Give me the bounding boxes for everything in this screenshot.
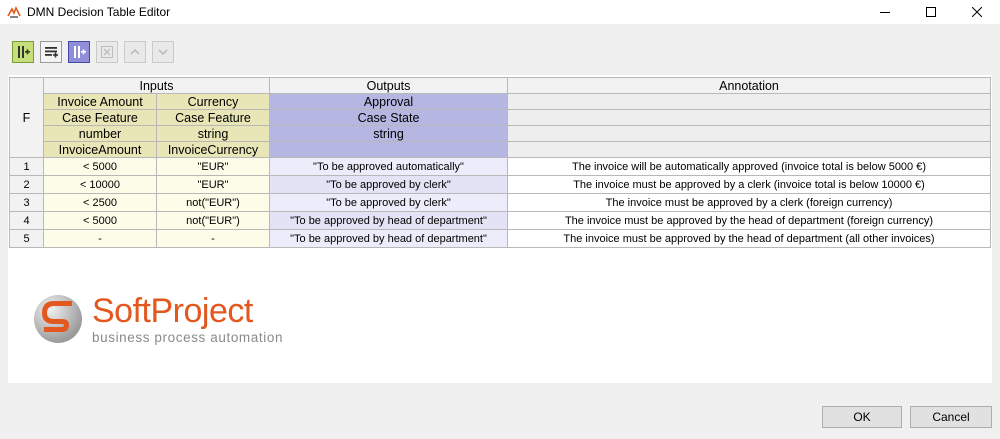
- softproject-logo-icon: [32, 293, 84, 345]
- add-input-column-icon: [16, 45, 30, 59]
- input-label-cell[interactable]: Currency: [157, 94, 270, 110]
- input-entry-cell[interactable]: < 10000: [44, 176, 157, 194]
- hit-policy-cell[interactable]: F: [10, 78, 44, 158]
- table-row[interactable]: [10, 158, 991, 176]
- input-label-cell[interactable]: Invoice Amount: [44, 94, 157, 110]
- output-type-cell[interactable]: string: [270, 126, 508, 142]
- close-icon: [972, 7, 982, 17]
- rule-number: 5: [10, 230, 44, 248]
- add-output-column-icon: [72, 45, 86, 59]
- output-entry-cell[interactable]: "To be approved by head of department": [270, 230, 508, 248]
- add-output-column-button[interactable]: [68, 41, 90, 63]
- rule-number: 3: [10, 194, 44, 212]
- ok-button[interactable]: OK: [822, 406, 902, 428]
- output-variable-cell[interactable]: [270, 142, 508, 158]
- output-kind-cell[interactable]: Case State: [270, 110, 508, 126]
- input-type-cell[interactable]: number: [44, 126, 157, 142]
- rule-number: 4: [10, 212, 44, 230]
- output-entry-cell[interactable]: "To be approved by head of department": [270, 212, 508, 230]
- maximize-icon: [926, 7, 936, 17]
- minimize-icon: [880, 7, 890, 17]
- input-entry-cell[interactable]: "EUR": [157, 176, 270, 194]
- annotation-cell[interactable]: The invoice will be automatically approved (invoice total is below 5000 €): [508, 158, 991, 176]
- input-entry-cell[interactable]: not("EUR"): [157, 194, 270, 212]
- add-rule-row-icon: [44, 45, 58, 59]
- minimize-button[interactable]: [862, 0, 908, 24]
- annotation-header-cell: [508, 142, 991, 158]
- app-icon: [7, 5, 21, 19]
- add-input-column-button[interactable]: [12, 41, 34, 63]
- input-entry-cell[interactable]: < 2500: [44, 194, 157, 212]
- input-entry-cell[interactable]: not("EUR"): [157, 212, 270, 230]
- input-type-cell[interactable]: string: [157, 126, 270, 142]
- inputs-group-header: Inputs: [44, 78, 270, 94]
- move-down-button[interactable]: [152, 41, 174, 63]
- annotation-cell[interactable]: The invoice must be approved by a clerk (invoice total is below 10000 €): [508, 176, 991, 194]
- add-rule-row-button[interactable]: [40, 41, 62, 63]
- delete-icon: [100, 45, 114, 59]
- outputs-group-header: Outputs: [270, 78, 508, 94]
- window-title: DMN Decision Table Editor: [27, 5, 171, 19]
- cancel-button[interactable]: Cancel: [910, 406, 992, 428]
- title-bar: [0, 0, 1000, 24]
- move-down-icon: [156, 45, 170, 59]
- output-label-cell[interactable]: Approval: [270, 94, 508, 110]
- close-button[interactable]: [954, 0, 1000, 24]
- softproject-logo: [32, 293, 283, 345]
- input-entry-cell[interactable]: < 5000: [44, 158, 157, 176]
- table-row[interactable]: [10, 212, 991, 230]
- toolbar: [12, 41, 174, 63]
- input-variable-cell[interactable]: InvoiceAmount: [44, 142, 157, 158]
- move-up-icon: [128, 45, 142, 59]
- input-entry-cell[interactable]: < 5000: [44, 212, 157, 230]
- maximize-button[interactable]: [908, 0, 954, 24]
- input-entry-cell[interactable]: -: [44, 230, 157, 248]
- annotation-group-header: Annotation: [508, 78, 991, 94]
- editor-panel: [8, 75, 992, 383]
- annotation-cell[interactable]: The invoice must be approved by a clerk (foreign currency): [508, 194, 991, 212]
- decision-table: [9, 77, 991, 248]
- annotation-header-cell: [508, 94, 991, 110]
- move-up-button[interactable]: [124, 41, 146, 63]
- input-variable-cell[interactable]: InvoiceCurrency: [157, 142, 270, 158]
- output-entry-cell[interactable]: "To be approved automatically": [270, 158, 508, 176]
- output-entry-cell[interactable]: "To be approved by clerk": [270, 176, 508, 194]
- table-row[interactable]: [10, 230, 991, 248]
- input-entry-cell[interactable]: -: [157, 230, 270, 248]
- output-entry-cell[interactable]: "To be approved by clerk": [270, 194, 508, 212]
- annotation-cell[interactable]: The invoice must be approved by the head of department (foreign currency): [508, 212, 991, 230]
- rule-number: 2: [10, 176, 44, 194]
- input-kind-cell[interactable]: Case Feature: [157, 110, 270, 126]
- rule-number: 1: [10, 158, 44, 176]
- logo-name: SoftProject: [92, 291, 253, 330]
- logo-tagline: business process automation: [92, 329, 284, 345]
- table-row[interactable]: [10, 194, 991, 212]
- input-kind-cell[interactable]: Case Feature: [44, 110, 157, 126]
- table-row[interactable]: [10, 176, 991, 194]
- annotation-header-cell: [508, 110, 991, 126]
- annotation-cell[interactable]: The invoice must be approved by the head of department (all other invoices): [508, 230, 991, 248]
- input-entry-cell[interactable]: "EUR": [157, 158, 270, 176]
- annotation-header-cell: [508, 126, 991, 142]
- delete-button[interactable]: [96, 41, 118, 63]
